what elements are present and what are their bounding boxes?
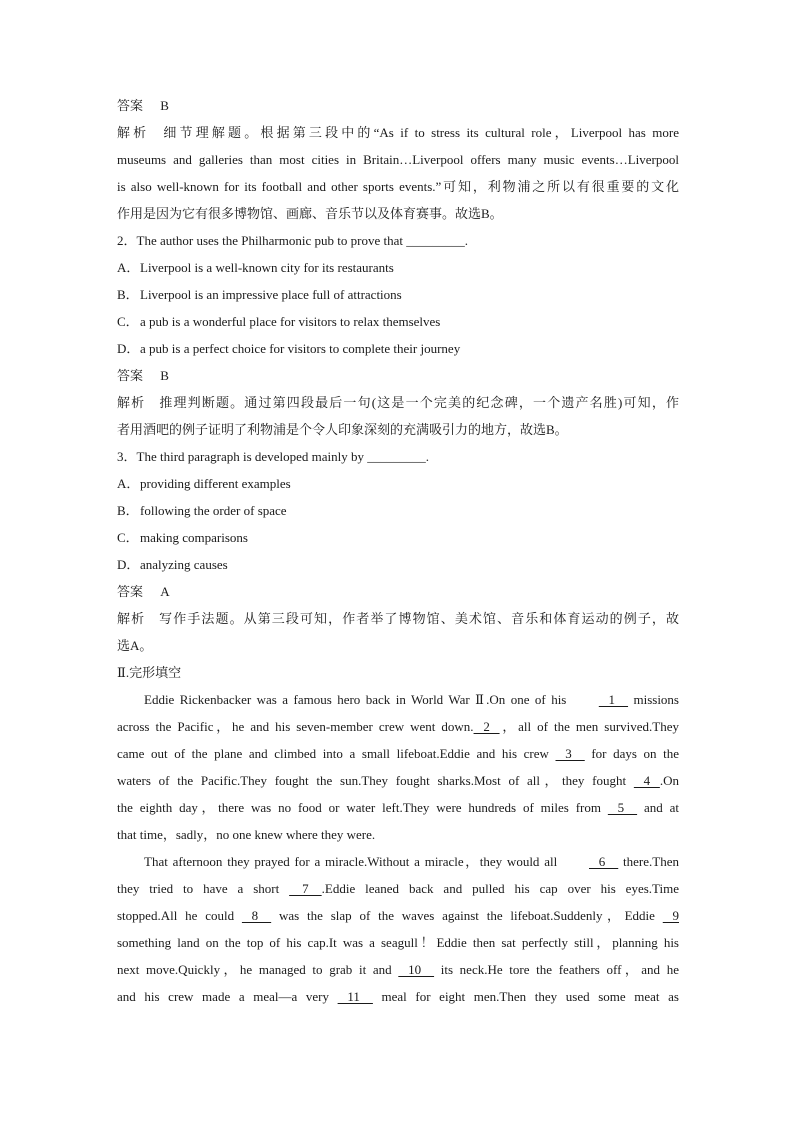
option-letter: C． <box>117 530 139 545</box>
cloze-text: waters of the Pacific.They fought the sun.They fought sharks.Most of all，they fought <box>117 773 634 788</box>
document-page <box>117 92 679 1010</box>
option-a <box>117 470 679 497</box>
cloze-line <box>117 956 679 983</box>
cloze-line <box>117 821 679 848</box>
cloze-line <box>117 794 679 821</box>
cloze-text: .On <box>659 773 679 788</box>
question-blank: _________ <box>406 233 465 248</box>
section-heading: Ⅱ.完形填空 <box>117 665 182 680</box>
question-end: . <box>464 233 468 248</box>
question-text: The third paragraph is developed mainly by <box>136 449 368 464</box>
cloze-blank-8: 8 <box>241 908 272 923</box>
cloze-text: next move.Quickly，he managed to grab it and <box>117 962 399 977</box>
cloze-line <box>117 713 679 740</box>
cloze-blank-10: 10 <box>398 962 435 977</box>
cloze-text: ，all of the men survived.They <box>499 719 679 734</box>
cloze-text: that time，sadly，no one knew where they were. <box>117 827 376 842</box>
analysis-line-q3-2: 选A。 <box>117 638 153 653</box>
cloze-text: That afternoon they prayed for a miracle.Without a miracle，they would all <box>144 854 562 869</box>
option-letter: C． <box>117 314 139 329</box>
option-d <box>117 551 679 578</box>
analysis-line-q1-1 <box>117 119 679 146</box>
cloze-text: and at <box>637 800 679 815</box>
analysis-line-q2-1 <box>117 389 679 416</box>
answer-line-q2 <box>117 362 679 389</box>
option-text: analyzing causes <box>140 557 228 572</box>
analysis-line-q2-2: 者用酒吧的例子证明了利物浦是个令人印象深刻的充满吸引力的地方，故选B。 <box>117 422 568 437</box>
answer-value: B <box>160 368 169 383</box>
cloze-blank-6: 6 <box>589 854 619 869</box>
cloze-text: Eddie Rickenbacker was a famous hero back in World War Ⅱ.On one of his <box>144 692 572 707</box>
cloze-text: .Eddie leaned back and pulled his cap over his eyes.Time <box>321 881 679 896</box>
cloze-text: for days on the <box>584 746 679 761</box>
analysis-label: 解析 <box>117 611 146 626</box>
cloze-text: came out of the plane and climbed into a small lifeboat.Eddie and his crew <box>117 746 556 761</box>
cloze-text: there.Then <box>618 854 679 869</box>
cloze-line <box>117 740 679 767</box>
option-letter: D． <box>117 557 140 572</box>
option-a <box>117 254 679 281</box>
cloze-text: missions <box>628 692 679 707</box>
option-text: a pub is a wonderful place for visitors to relax themselves <box>140 314 441 329</box>
option-text: making comparisons <box>140 530 248 545</box>
option-letter: B． <box>117 503 139 518</box>
cloze-line <box>117 929 679 956</box>
cloze-blank-3: 3 <box>555 746 585 761</box>
cloze-line <box>117 848 679 875</box>
option-text: a pub is a perfect choice for visitors to complete their journey <box>140 341 461 356</box>
cloze-text: was the slap of the waves against the lifeboat.Suddenly，Eddie <box>271 908 663 923</box>
cloze-blank-2: 2 <box>473 719 500 734</box>
option-d <box>117 335 679 362</box>
analysis-line-q1-2: museums and galleries than most cities in Britain…Liverpool offers many music events…Liverpool <box>117 152 679 167</box>
option-b <box>117 497 679 524</box>
cloze-line <box>117 767 679 794</box>
cloze-text: across the Pacific，he and his seven-member crew went down. <box>117 719 474 734</box>
option-text: providing different examples <box>140 476 291 491</box>
answer-value: B <box>160 98 169 113</box>
option-b <box>117 281 679 308</box>
question-end: . <box>425 449 429 464</box>
option-letter: A． <box>117 476 140 491</box>
cloze-blank-11: 11 <box>337 989 373 1004</box>
analysis-label: 解析 <box>117 125 150 140</box>
cloze-blank-5: 5 <box>607 800 638 815</box>
cloze-blank-9: 9 <box>662 908 679 923</box>
question-number: 3． <box>117 449 137 464</box>
option-c <box>117 308 679 335</box>
question-blank: _________ <box>367 449 426 464</box>
option-c <box>117 524 679 551</box>
option-letter: D． <box>117 341 140 356</box>
cloze-blank-4: 4 <box>633 773 660 788</box>
option-letter: B． <box>117 287 139 302</box>
cloze-blank-7: 7 <box>289 881 322 896</box>
cloze-text: meal for eight men.Then they used some meat as <box>372 989 679 1004</box>
cloze-blank-1: 1 <box>598 692 629 707</box>
answer-label: 答案 <box>117 98 144 113</box>
option-text: Liverpool is an impressive place full of attractions <box>140 287 402 302</box>
analysis-label: 解析 <box>117 395 146 410</box>
analysis-text: 推理判断题。通过第四段最后一句(这是一个完美的纪念碑，一个遗产名胜)可知，作 <box>159 395 679 410</box>
cloze-line <box>117 875 679 902</box>
question-text: The author uses the Philharmonic pub to prove that <box>136 233 407 248</box>
answer-line-q1 <box>117 92 679 119</box>
cloze-text: and his crew made a meal—a very <box>117 989 338 1004</box>
cloze-text: they tried to have a short <box>117 881 290 896</box>
cloze-text: stopped.All he could <box>117 908 242 923</box>
analysis-text: 写作手法题。从第三段可知，作者举了博物馆、美术馆、音乐和体育运动的例子，故 <box>159 611 679 626</box>
cloze-line <box>117 983 679 1010</box>
cloze-line <box>117 686 679 713</box>
analysis-line-q1-3: is also well-known for its football and other sports events.”可知，利物浦之所以有很重要的文化 <box>117 179 679 194</box>
answer-label: 答案 <box>117 584 144 599</box>
answer-line-q3 <box>117 578 679 605</box>
option-text: following the order of space <box>140 503 287 518</box>
cloze-text: its neck.He tore the feathers off，and he <box>434 962 679 977</box>
option-text: Liverpool is a well-known city for its restaurants <box>140 260 394 275</box>
cloze-text: something land on the top of his cap.It was a seagull！Eddie then sat perfectly still，planning his <box>117 935 679 950</box>
question-stem-3 <box>117 443 679 470</box>
cloze-line <box>117 902 679 929</box>
question-number: 2． <box>117 233 137 248</box>
answer-value: A <box>160 584 170 599</box>
cloze-text: the eighth day，there was no food or water left.They were hundreds of miles from <box>117 800 608 815</box>
option-letter: A． <box>117 260 140 275</box>
analysis-line-q3-1 <box>117 605 679 632</box>
question-stem-2 <box>117 227 679 254</box>
answer-label: 答案 <box>117 368 144 383</box>
analysis-line-q1-4: 作用是因为它有很多博物馆、画廊、音乐节以及体育赛事。故选B。 <box>117 206 503 221</box>
analysis-text: 细节理解题。根据第三段中的“As if to stress its cultural role，Liverpool has more <box>163 125 679 140</box>
